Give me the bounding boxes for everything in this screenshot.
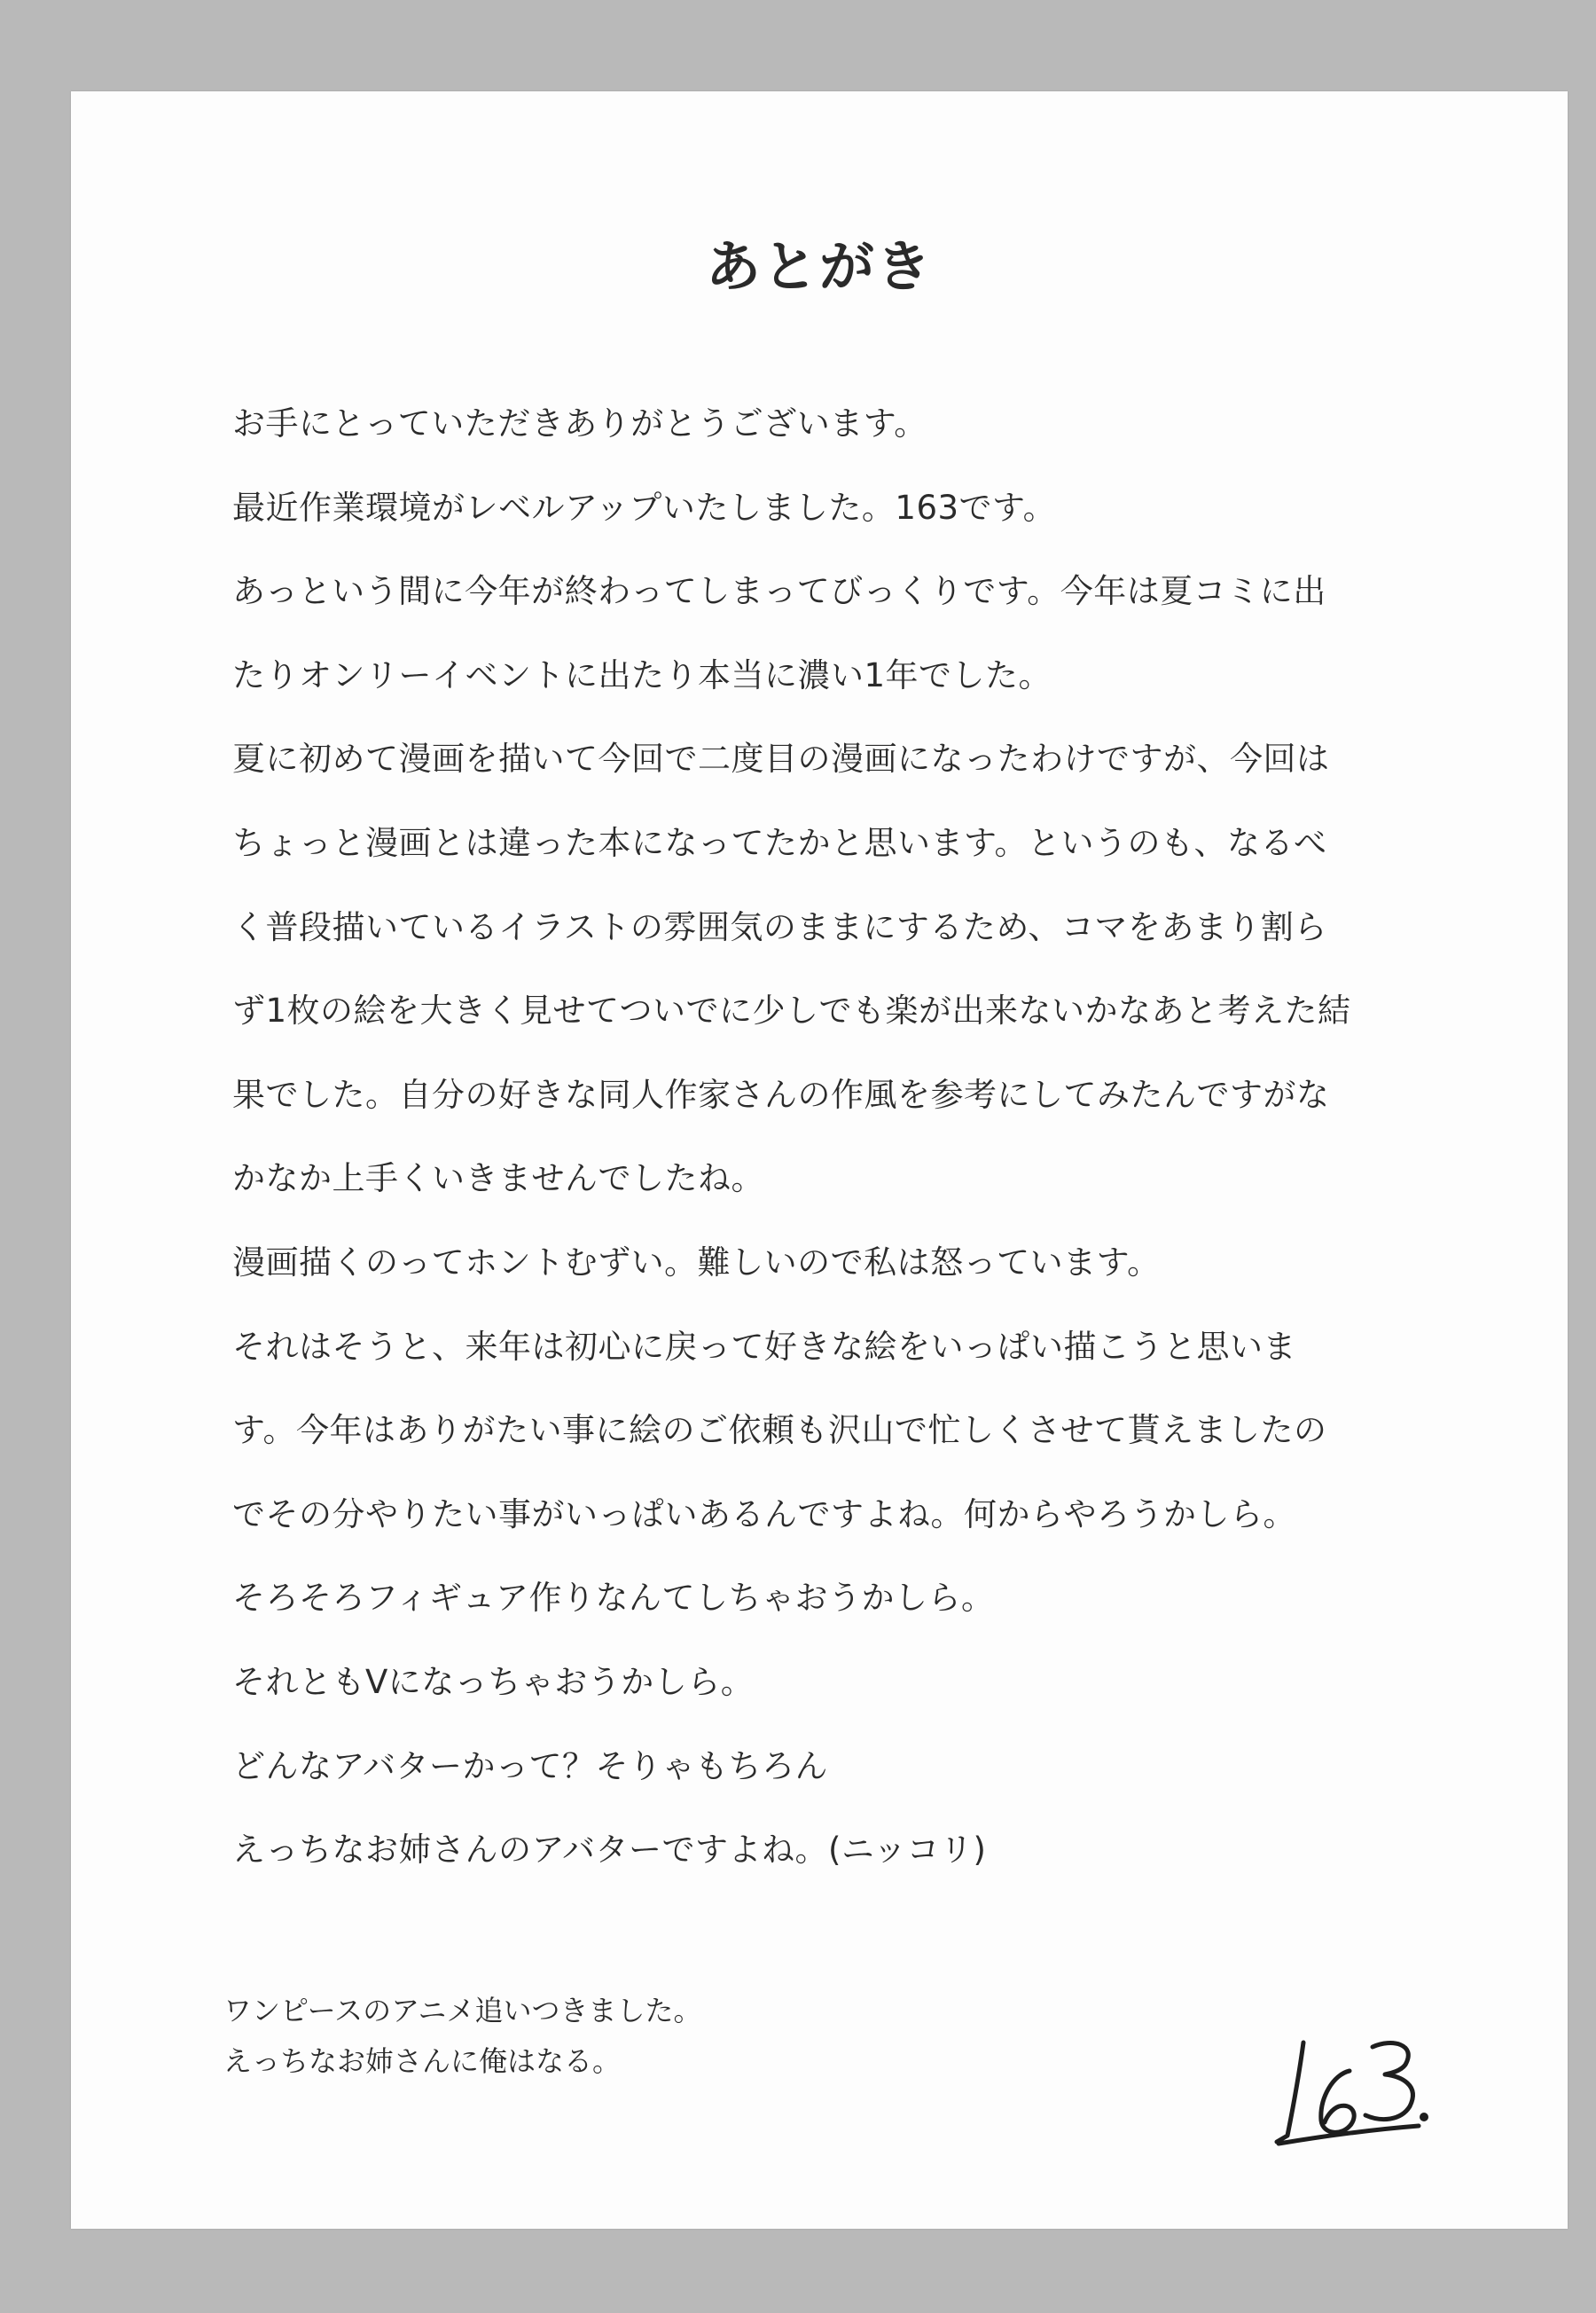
body-line: でその分やりたい事がいっぱいあるんですよね。何からやろうかしら。 [232, 1494, 1296, 1533]
page-title: あとがき [705, 234, 933, 299]
body-line: えっちなお姉さんのアバターですよね。(ニッコリ) [232, 1831, 987, 1870]
body-line: そろそろフィギュア作りなんてしちゃおうかしら。 [232, 1579, 995, 1618]
body-line: 夏に初めて漫画を描いて今回で二度目の漫画になったわけですが、今回は [232, 740, 1330, 779]
footer-note [223, 1986, 702, 2087]
body-line: お手にとっていただきありがとうございます。 [232, 404, 927, 443]
handwritten-signature [1268, 2025, 1445, 2158]
body-line: 漫画描くのってホントむずい。難しいので私は怒っています。 [232, 1243, 1161, 1282]
body-line: あっという間に今年が終わってしまってびっくりです。今年は夏コミに出 [232, 572, 1326, 611]
body-line: 果でした。自分の好きな同人作家さんの作風を参考にしてみたんですがな [232, 1075, 1330, 1114]
body-line: それはそうと、来年は初心に戻って好きな絵をいっぱい描こうと思いま [232, 1327, 1296, 1366]
body-line: それともVになっちゃおうかしら。 [232, 1662, 755, 1701]
afterword-body [232, 382, 1509, 1893]
body-line: す。今年はありがたい事に絵のご依頼も沢山で忙しくさせて貰えましたの [232, 1411, 1327, 1450]
body-line: く普段描いているイラストの雰囲気のままにするため、コマをあまり割ら [232, 907, 1327, 946]
body-line: ず1枚の絵を大きく見せてついでに少しでも楽が出来ないかなあと考えた結 [232, 992, 1351, 1031]
body-line: たりオンリーイベントに出たり本当に濃い1年でした。 [232, 655, 1052, 694]
body-line: ちょっと漫画とは違った本になってたかと思います。というのも、なるべ [232, 823, 1327, 862]
body-line: 最近作業環境がレベルアップいたしました。163です。 [232, 488, 1057, 527]
afterword-page [71, 91, 1568, 2229]
footer-line: えっちなお姉さんに俺はなる。 [223, 2044, 622, 2078]
footer-line: ワンピースのアニメ追いつきました。 [223, 1994, 702, 2027]
body-line: どんなアバターかって？そりゃもちろん [232, 1746, 829, 1785]
body-line: かなか上手くいきませんでしたね。 [232, 1159, 764, 1198]
